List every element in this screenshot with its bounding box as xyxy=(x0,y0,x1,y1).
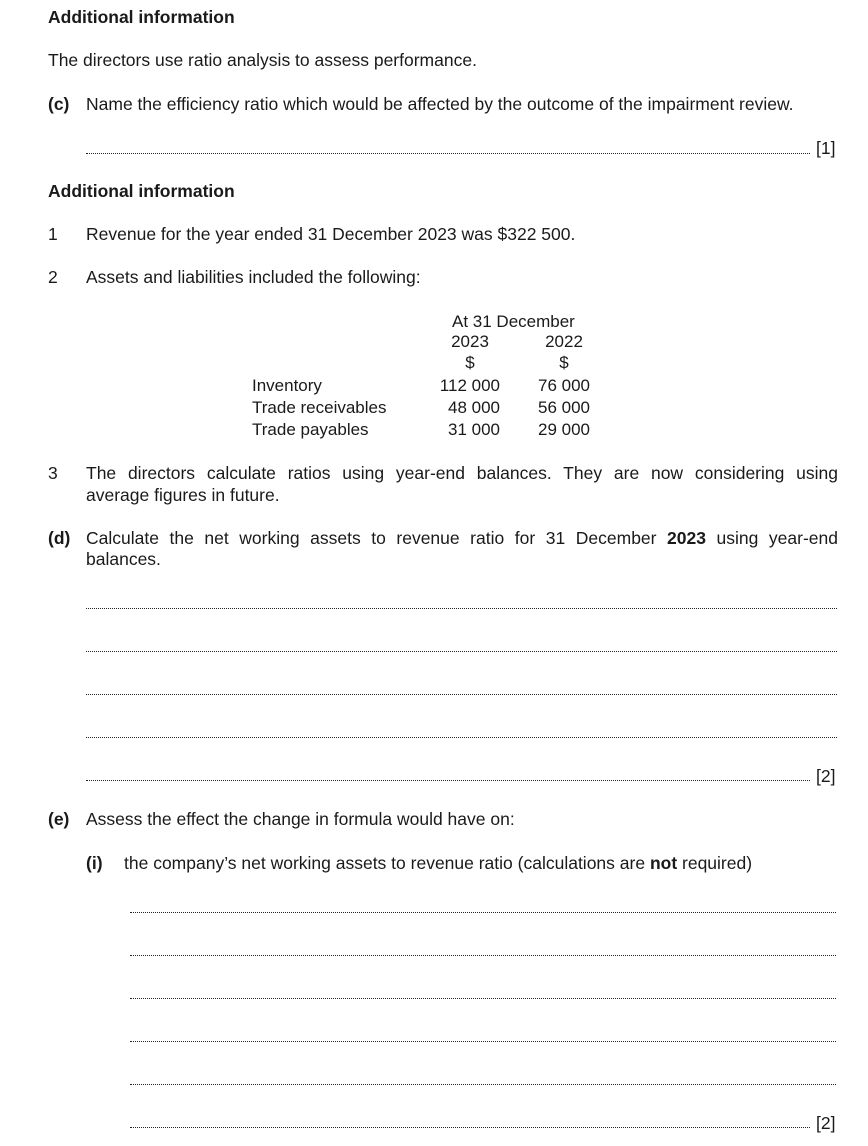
answer-line-e-i[interactable] xyxy=(130,1084,836,1085)
question-c-text: Name the efficiency ratio which would be affected by the outcome of the impairment review. xyxy=(86,94,794,114)
item-1-text: Revenue for the year ended 31 December 2023 was $322 500. xyxy=(86,224,576,244)
question-d-text-pre: Calculate the net working assets to revenue ratio for 31 December xyxy=(86,528,668,548)
item-3-text-line2: average figures in future. xyxy=(86,485,280,505)
question-d-year: 2023 xyxy=(667,528,706,548)
item-1-number: 1 xyxy=(48,224,58,244)
answer-line-e-i[interactable] xyxy=(130,912,836,913)
item-2-text: Assets and liabilities included the following: xyxy=(86,267,421,287)
cell-2022: 29 000 xyxy=(538,420,590,439)
question-c-label: (c) xyxy=(48,94,70,114)
item-2-number: 2 xyxy=(48,267,58,287)
cell-2023: 31 000 xyxy=(448,420,500,439)
question-e-label: (e) xyxy=(48,809,70,829)
question-d-label: (d) xyxy=(48,528,71,548)
question-e-i-text-pre: the company’s net working assets to revenue ratio (calculations are xyxy=(124,853,650,873)
question-e-i-text-post: required) xyxy=(677,853,753,873)
table-header: At 31 December xyxy=(452,312,575,331)
currency-2022: $ xyxy=(559,353,569,372)
cell-2022: 56 000 xyxy=(538,398,590,417)
answer-line-e-i[interactable] xyxy=(130,1127,810,1128)
section-heading: Additional information xyxy=(48,7,235,27)
marks-e-i: [2] xyxy=(816,1113,836,1133)
row-label: Inventory xyxy=(252,376,322,395)
answer-line-e-i[interactable] xyxy=(130,998,836,999)
year-2023: 2023 xyxy=(451,332,489,351)
section-heading-2: Additional information xyxy=(48,181,235,201)
answer-line-d[interactable] xyxy=(86,737,837,738)
cell-2022: 76 000 xyxy=(538,376,590,395)
marks-c: [1] xyxy=(816,138,836,158)
question-d-text xyxy=(86,528,838,549)
question-e-text: Assess the effect the change in formula would have on: xyxy=(86,809,515,829)
question-d-text-line2: balances. xyxy=(86,549,161,569)
question-e-i-not: not xyxy=(649,853,678,873)
cell-2023: 112 000 xyxy=(439,376,500,395)
row-label: Trade receivables xyxy=(252,398,387,417)
intro-text: The directors use ratio analysis to assess performance. xyxy=(48,50,477,70)
answer-line-e-i[interactable] xyxy=(130,955,836,956)
question-d-text-post: using year-end xyxy=(705,528,838,548)
question-e-i-text xyxy=(124,853,752,874)
item-3-number: 3 xyxy=(48,463,58,483)
cell-2023: 48 000 xyxy=(448,398,500,417)
row-label: Trade payables xyxy=(252,420,369,439)
answer-line-c[interactable] xyxy=(86,153,810,154)
currency-2023: $ xyxy=(465,353,475,372)
marks-d: [2] xyxy=(816,766,836,786)
item-3-text-line1: The directors calculate ratios using year-end balances. They are now considering using xyxy=(86,463,838,483)
year-2022: 2022 xyxy=(545,332,583,351)
answer-line-d[interactable] xyxy=(86,694,837,695)
answer-line-d[interactable] xyxy=(86,608,837,609)
answer-line-e-i[interactable] xyxy=(130,1041,836,1042)
question-e-i-label: (i) xyxy=(86,853,103,873)
answer-line-d[interactable] xyxy=(86,780,810,781)
answer-line-d[interactable] xyxy=(86,651,837,652)
